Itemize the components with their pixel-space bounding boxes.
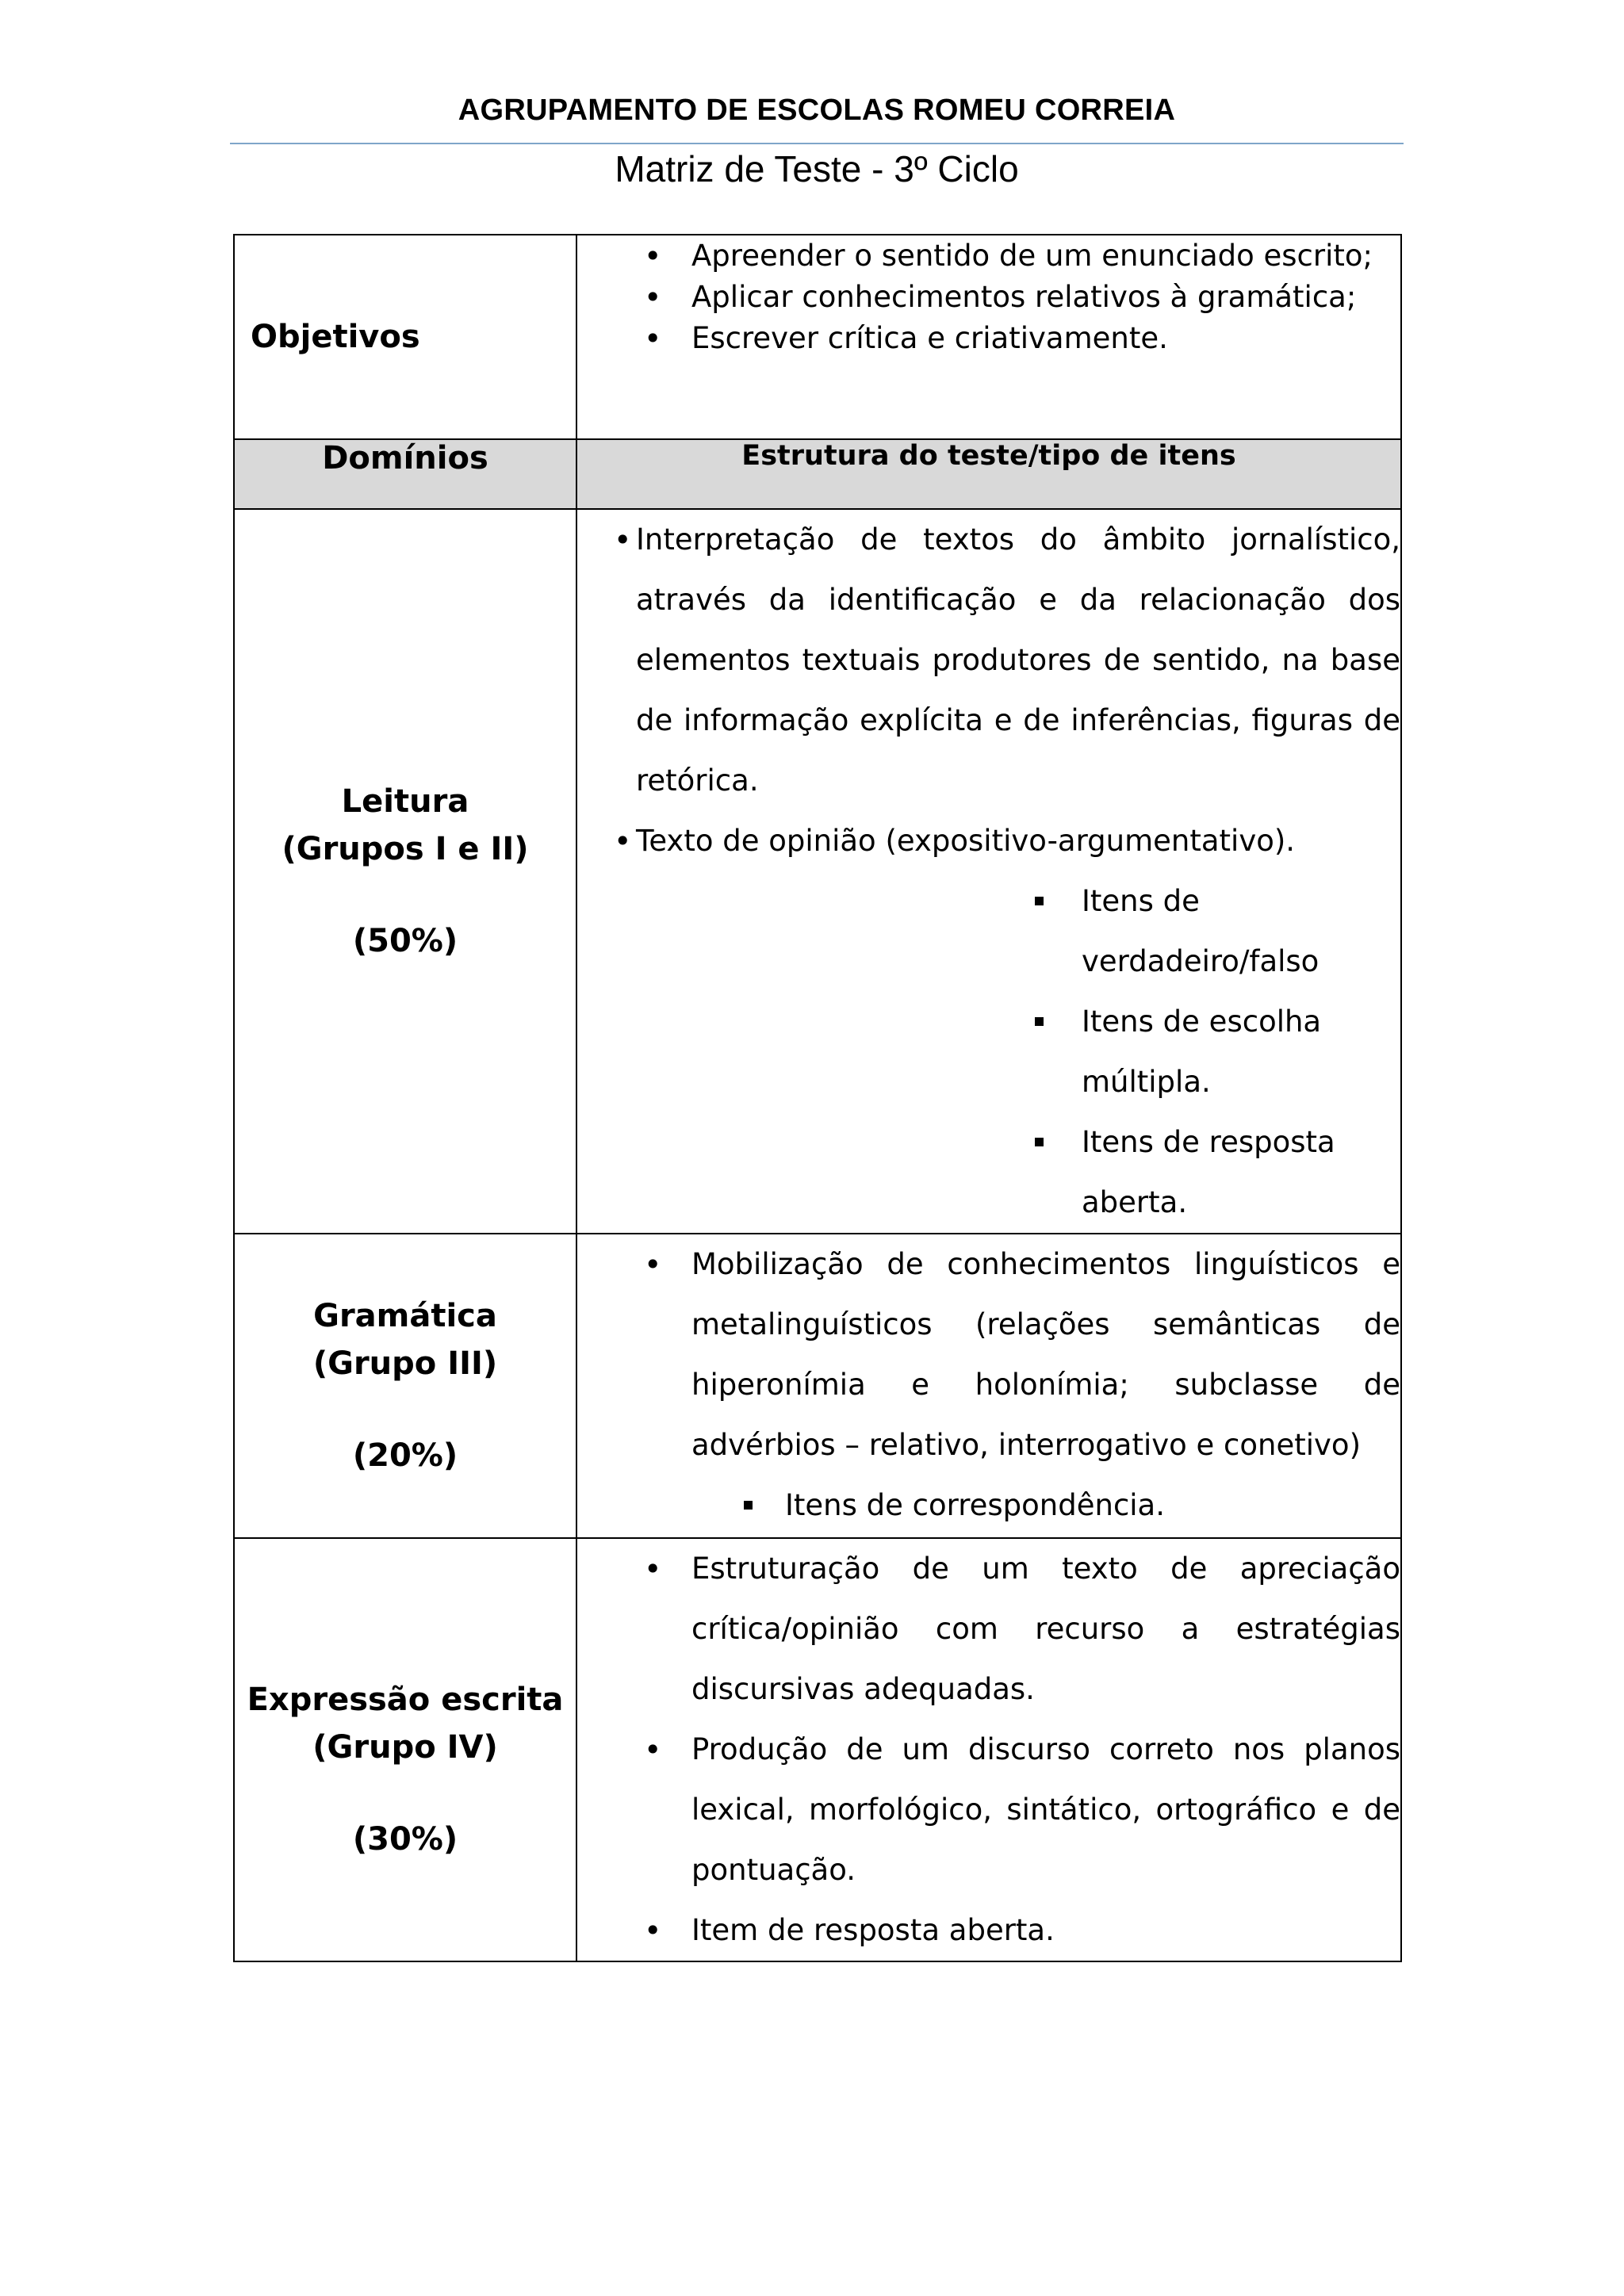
square-bullet-icon <box>744 1501 753 1510</box>
list-item: • Interpretação de textos do âmbito jornalístico, através da identificação e da relacionação dos elementos textuais produtores de sentido, na base de informação explícita e de inferências, figuras de retórica. <box>577 510 1400 811</box>
objectives-row <box>234 235 1401 439</box>
leitura-structure-cell <box>576 509 1401 1234</box>
list-item: • Texto de opinião (expositivo-argumentativo). <box>577 811 1400 871</box>
domain-name: Gramática <box>313 1298 497 1334</box>
domain-percent: (20%) <box>352 1437 458 1474</box>
list-item: • Escrever crítica e criativamente. <box>577 318 1400 359</box>
bullet-icon: • <box>614 522 632 557</box>
list-item: Itens de correspondência. <box>577 1475 1400 1536</box>
list-item: • Estruturação de um texto de apreciação crítica/opinião com recurso a estratégias discursivas adequadas. <box>577 1539 1400 1720</box>
document-subtitle: Matriz de Teste - 3º Ciclo <box>615 148 1019 189</box>
list-item: • Produção de um discurso correto nos planos lexical, morfológico, sintático, ortográfico e de pontuação. <box>577 1720 1400 1900</box>
square-bullet-icon <box>1035 1017 1044 1026</box>
leitura-item-types <box>577 871 1400 1233</box>
list-item: Itens de resposta aberta. <box>577 1112 1400 1233</box>
expressao-row <box>234 1538 1401 1961</box>
bullet-icon: • <box>644 1732 662 1767</box>
objectives-list <box>577 235 1400 359</box>
domain-groups: (Grupo IV) <box>312 1729 498 1766</box>
bullet-icon: • <box>644 280 662 315</box>
leitura-domain-cell <box>234 509 576 1234</box>
domain-groups: (Grupo III) <box>312 1345 498 1382</box>
domain-name: Expressão escrita <box>247 1682 564 1718</box>
square-bullet-icon <box>1035 897 1044 905</box>
bullet-icon: • <box>644 321 662 356</box>
list-item: • Apreender o sentido de um enunciado escrito; <box>577 235 1400 277</box>
list-item: Itens de escolha múltipla. <box>577 992 1400 1112</box>
table-header-row <box>234 439 1401 509</box>
objectives-label: Objetivos <box>234 235 576 439</box>
expressao-list <box>577 1539 1400 1961</box>
structure-header: Estrutura do teste/tipo de itens <box>576 439 1401 509</box>
expressao-structure-cell <box>576 1538 1401 1961</box>
gramatica-row <box>234 1234 1401 1538</box>
bullet-icon: • <box>614 824 632 859</box>
bullet-icon: • <box>644 1552 662 1586</box>
domain-name: Leitura <box>341 783 469 820</box>
bullet-icon: • <box>644 1913 662 1948</box>
domain-percent: (30%) <box>352 1821 458 1858</box>
gramatica-item-types <box>577 1475 1400 1536</box>
list-item: • Mobilização de conhecimentos linguísticos e metalinguísticos (relações semânticas de hiperonímia e holonímia; subclasse de advérbios – relativo, interrogativo e conetivo) <box>577 1234 1400 1475</box>
objectives-cell <box>576 235 1401 439</box>
header-divider <box>230 143 1404 144</box>
domain-percent: (50%) <box>352 923 458 959</box>
gramatica-list <box>577 1234 1400 1475</box>
square-bullet-icon <box>1035 1138 1044 1146</box>
gramatica-domain-cell <box>234 1234 576 1538</box>
school-name: AGRUPAMENTO DE ESCOLAS ROMEU CORREIA <box>458 94 1176 127</box>
gramatica-structure-cell <box>576 1234 1401 1538</box>
bullet-icon: • <box>644 1247 662 1282</box>
list-item: • Item de resposta aberta. <box>577 1900 1400 1961</box>
domain-groups: (Grupos I e II) <box>282 831 529 867</box>
expressao-domain-cell <box>234 1538 576 1961</box>
list-item: Itens de verdadeiro/falso <box>577 871 1400 992</box>
domains-header: Domínios <box>234 439 576 509</box>
list-item: • Aplicar conhecimentos relativos à gramática; <box>577 277 1400 318</box>
leitura-row <box>234 509 1401 1234</box>
bullet-icon: • <box>644 239 662 274</box>
leitura-list <box>577 510 1400 871</box>
test-matrix-table <box>233 234 1402 1962</box>
